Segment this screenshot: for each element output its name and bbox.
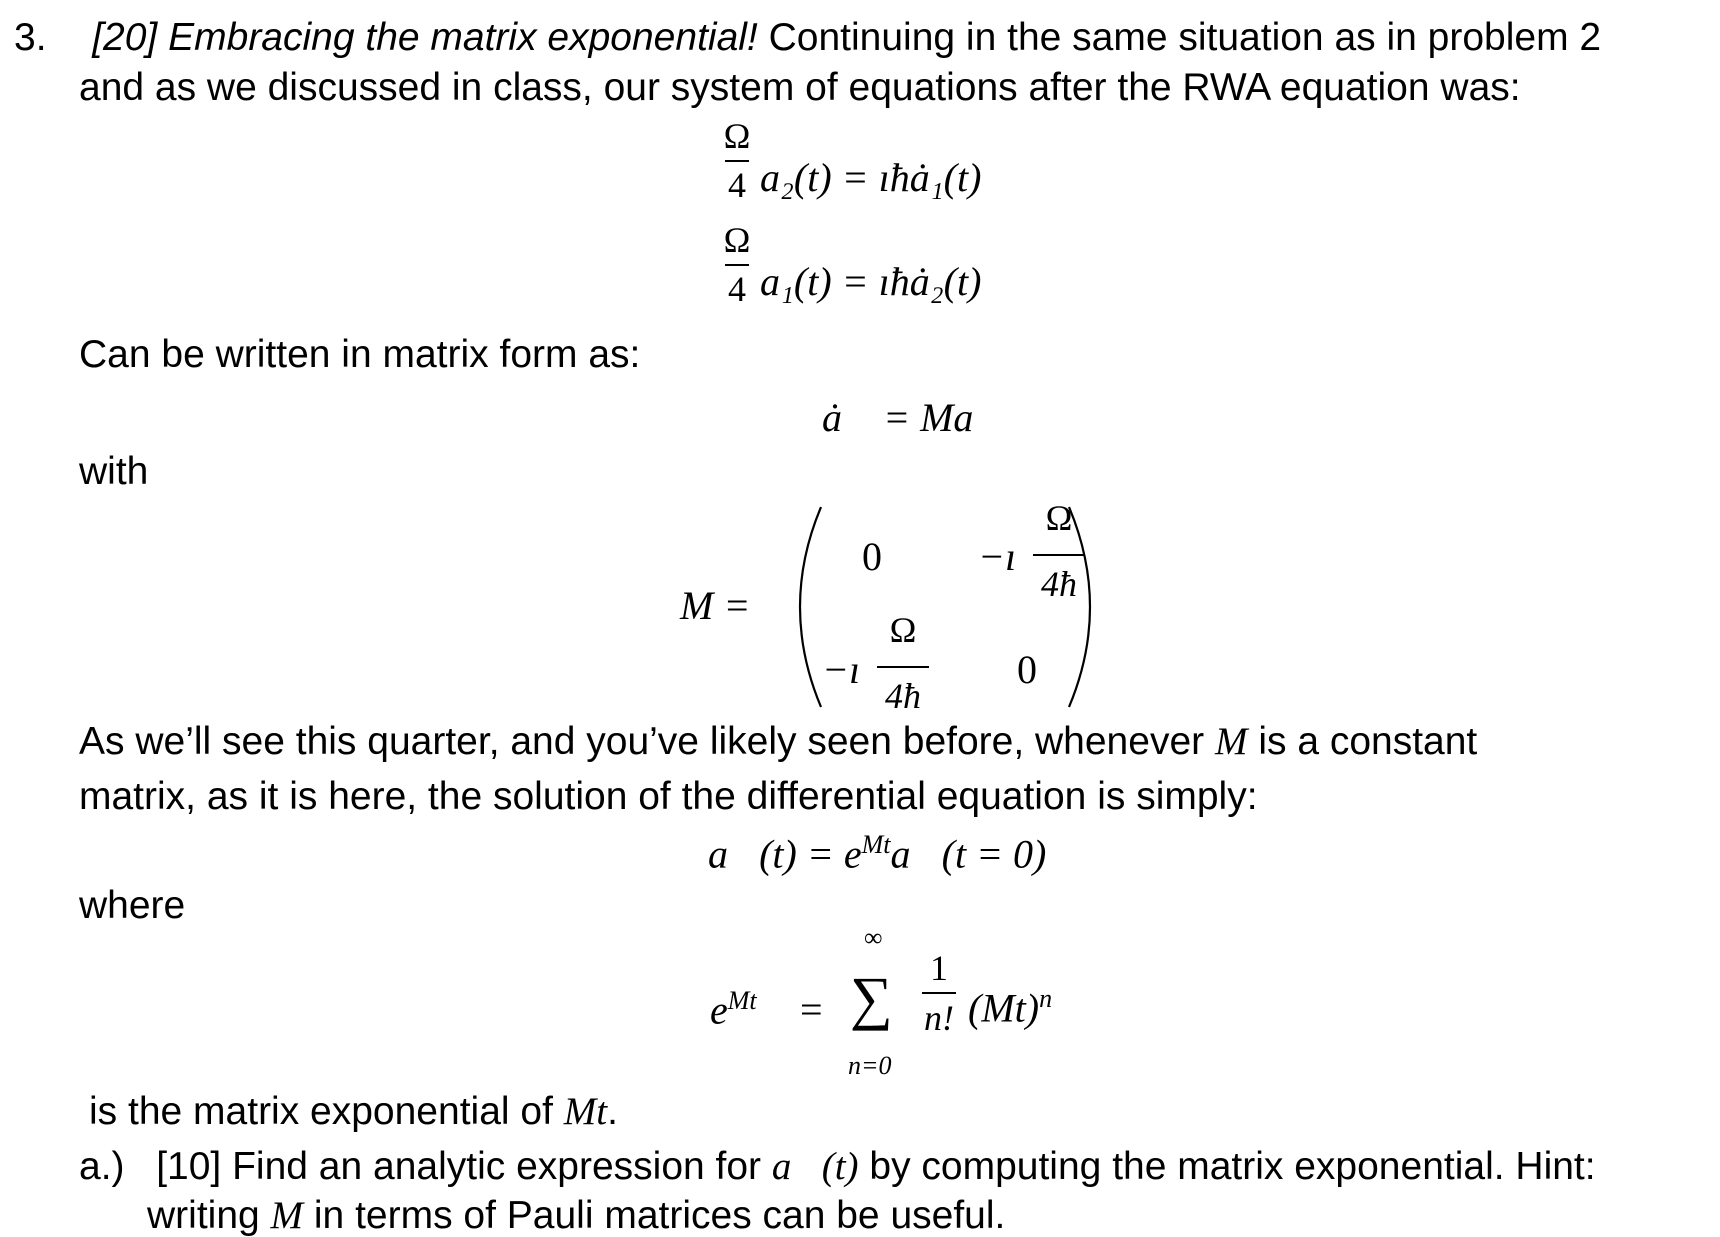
part-a-line-2 bbox=[147, 1196, 1005, 1235]
part-a-label: a.) bbox=[79, 1145, 125, 1188]
series-fraction-bar bbox=[922, 992, 956, 994]
closing-period: . bbox=[607, 1090, 618, 1133]
solution-M: M bbox=[1214, 720, 1248, 763]
sum-lower-limit: n=0 bbox=[848, 1051, 892, 1080]
series-numerator: 1 bbox=[930, 948, 948, 988]
series-lhs bbox=[710, 986, 757, 1033]
matrix-m11: 0 bbox=[862, 534, 882, 579]
closing-Mt: Mt bbox=[563, 1090, 608, 1133]
matrix-form-label: Can be written in matrix form as: bbox=[79, 333, 641, 376]
part-a-text-2b: in terms of Pauli matrices can be useful. bbox=[313, 1194, 1006, 1237]
series-tail bbox=[968, 984, 1053, 1031]
with-label: with bbox=[79, 450, 149, 493]
part-a-text-1a: Find an analytic expression for bbox=[232, 1145, 762, 1188]
part-a-text-2a: writing bbox=[147, 1194, 260, 1237]
part-a-line-1 bbox=[79, 1147, 1596, 1186]
where-label: where bbox=[79, 884, 186, 927]
series-lhs-e: e bbox=[710, 987, 728, 1033]
matrix-M-label: M = bbox=[680, 583, 751, 628]
solution-text-1b: is a constant bbox=[1258, 720, 1478, 763]
eq1-fraction-bar bbox=[725, 160, 749, 162]
part-a-M: M bbox=[270, 1194, 304, 1237]
eq2-numerator: Ω bbox=[723, 220, 751, 260]
solution-eq-lhs: a⃗(t) = e bbox=[708, 831, 862, 877]
part-a-points: [10] bbox=[156, 1145, 222, 1188]
problem-title: Embracing the matrix exponential! bbox=[168, 16, 758, 59]
solution-text-1 bbox=[79, 722, 1477, 761]
series-equals: = bbox=[800, 987, 823, 1032]
matrix-m12-denominator: 4ħ bbox=[1041, 564, 1077, 604]
matrix-m21-bar bbox=[877, 666, 929, 668]
matrix-m12-numerator: Ω bbox=[1045, 498, 1073, 538]
part-a-text-1b: by computing the matrix exponential. Hint: bbox=[869, 1145, 1596, 1188]
equation-2: a₁(t) = ıħȧ₂(t) bbox=[760, 259, 982, 304]
eq1-denominator: 4 bbox=[728, 165, 746, 205]
matrix-m21-numerator: Ω bbox=[889, 610, 917, 650]
problem-intro-1: Continuing in the same situation as in problem 2 bbox=[768, 16, 1602, 59]
eq2-denominator: 4 bbox=[728, 269, 746, 309]
solution-text-2: matrix, as it is here, the solution of the differential equation is simply: bbox=[79, 775, 1258, 818]
eq2-fraction-bar bbox=[725, 264, 749, 266]
series-tail-exponent: n bbox=[1039, 984, 1053, 1013]
matrix-equation: ȧ⃗ = Ma⃗ bbox=[822, 395, 1005, 440]
problem-points: [20] bbox=[92, 16, 158, 59]
solution-equation bbox=[708, 830, 1047, 877]
matrix-m21-denominator: 4ħ bbox=[885, 676, 921, 716]
solution-eq-exponent: Mt bbox=[861, 830, 891, 859]
solution-text-1a: As we’ll see this quarter, and you’ve likely seen before, whenever bbox=[79, 720, 1205, 763]
sum-upper-limit: ∞ bbox=[864, 923, 883, 952]
series-lhs-exponent: Mt bbox=[727, 986, 757, 1015]
matrix-m21-sign: −ı bbox=[822, 647, 861, 692]
problem-header bbox=[14, 18, 1601, 57]
problem-intro-2: and as we discussed in class, our system of equations after the RWA equation was: bbox=[79, 66, 1521, 109]
sum-symbol: ∑ bbox=[850, 965, 893, 1031]
series-tail-base: (Mt) bbox=[968, 985, 1040, 1031]
series-denominator: n! bbox=[924, 998, 954, 1038]
eq1-numerator: Ω bbox=[723, 116, 751, 156]
closing-text: is the matrix exponential of bbox=[89, 1090, 553, 1133]
closing-line bbox=[89, 1092, 618, 1131]
matrix-m12-bar bbox=[1033, 554, 1085, 556]
matrix-m12-sign: −ı bbox=[978, 534, 1017, 579]
solution-eq-tail: a⃗(t = 0) bbox=[890, 831, 1047, 877]
matrix-m22: 0 bbox=[1017, 647, 1037, 692]
equation-1: a₂(t) = ıħȧ₁(t) bbox=[760, 155, 982, 200]
problem-number: 3. bbox=[14, 16, 47, 59]
part-a-vector: a⃗(t) bbox=[771, 1145, 859, 1188]
